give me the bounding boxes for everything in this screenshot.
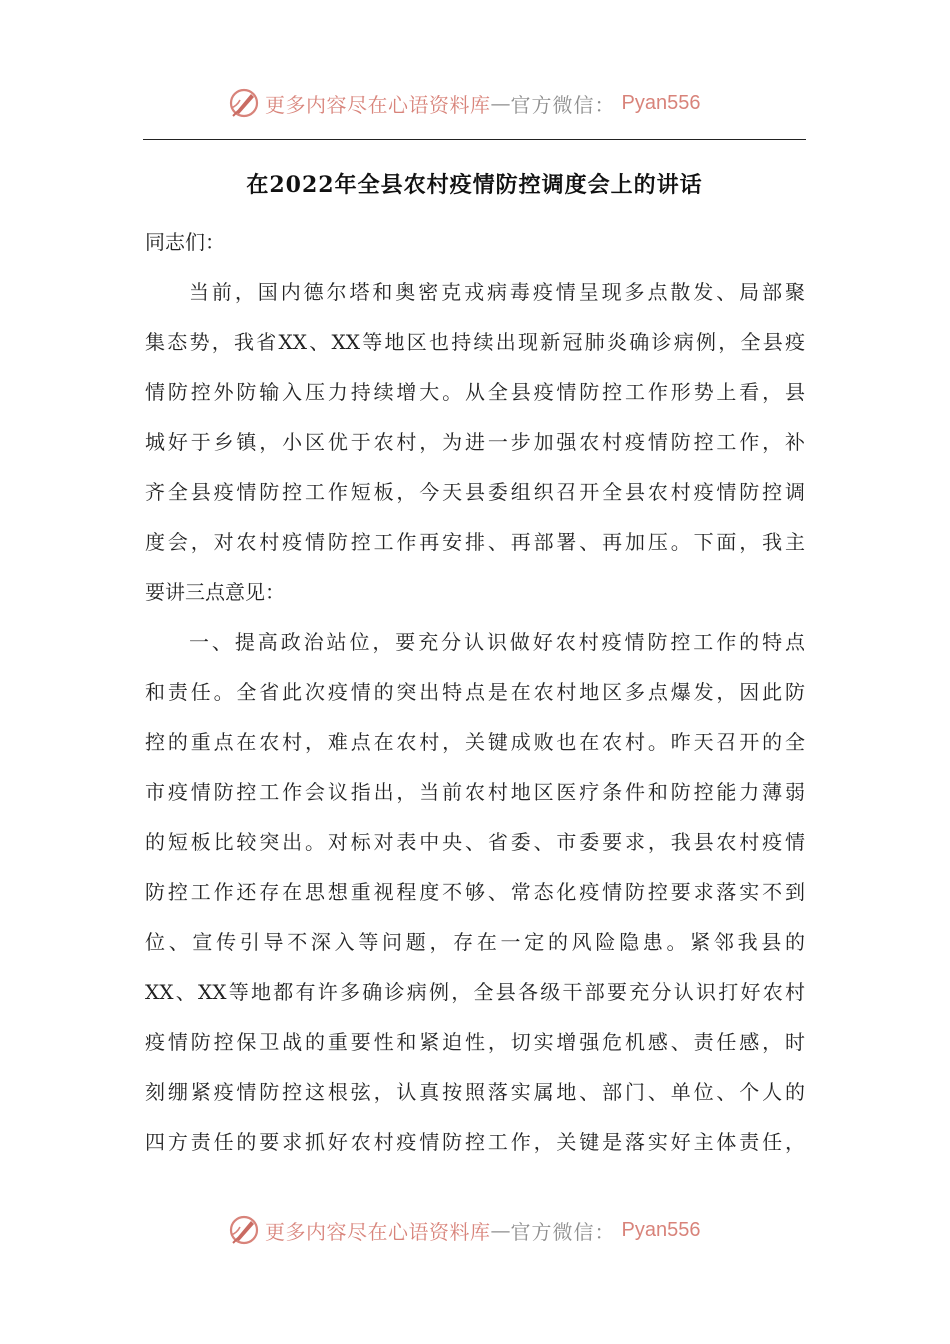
text-line: XX、XX等地都有许多确诊病例，全县各级干部要充分认识打好农村 [145, 980, 805, 1004]
salutation: 同志们： [145, 230, 225, 254]
watermark-wechat-label: 官方微信： [510, 1219, 616, 1244]
page-title: 在2022年全县农村疫情防控调度会上的讲话 [246, 172, 703, 198]
text-line: 刻绷紧疫情防控这根弦，认真按照落实属地、部门、单位、个人的 [145, 1080, 805, 1104]
text-line: 情防控外防输入压力持续增大。从全县疫情防控工作形势上看，县 [145, 380, 805, 404]
watermark-wechat-id: Pyan556 [621, 1218, 701, 1241]
text-line: 位、宣传引导不深入等问题，存在一定的风险隐患。紧邻我县的 [145, 930, 805, 954]
text-line: 四方责任的要求抓好农村疫情防控工作，关键是落实好主体责任， [145, 1130, 805, 1154]
quill-pen-logo-icon [227, 1213, 261, 1247]
text-line: 一、提高政治站位，要充分认识做好农村疫情防控工作的特点 [189, 630, 805, 654]
watermark-site-text: 更多内容尽在心语资料库 [265, 92, 491, 117]
watermark-site-text: 更多内容尽在心语资料库 [265, 1219, 491, 1244]
header-watermark [0, 78, 950, 128]
watermark-dash: — [490, 1218, 511, 1242]
header-divider [143, 139, 806, 140]
watermark-wechat-label: 官方微信： [510, 92, 616, 117]
watermark-wechat-id: Pyan556 [621, 91, 701, 114]
text-line: 集态势，我省XX、XX等地区也持续出现新冠肺炎确诊病例，全县疫 [145, 330, 805, 354]
footer-watermark [0, 1205, 950, 1255]
text-line: 齐全县疫情防控工作短板，今天县委组织召开全县农村疫情防控调 [145, 480, 805, 504]
text-line: 的短板比较突出。对标对表中央、省委、市委要求，我县农村疫情 [145, 830, 805, 854]
quill-pen-logo-icon [227, 86, 261, 120]
text-line: 疫情防控保卫战的重要性和紧迫性，切实增强危机感、责任感，时 [145, 1030, 805, 1054]
text-line: 控的重点在农村，难点在农村，关键成败也在农村。昨天召开的全 [145, 730, 805, 754]
watermark-dash: — [490, 91, 511, 115]
text-line: 市疫情防控工作会议指出，当前农村地区医疗条件和防控能力薄弱 [145, 780, 805, 804]
text-line: 和责任。全省此次疫情的突出特点是在农村地区多点爆发，因此防 [145, 680, 805, 704]
text-line: 度会，对农村疫情防控工作再安排、再部署、再加压。下面，我主 [145, 530, 805, 554]
text-line: 防控工作还存在思想重视程度不够、常态化疫情防控要求落实不到 [145, 880, 805, 904]
text-line: 当前，国内德尔塔和奥密克戎病毒疫情呈现多点散发、局部聚 [189, 280, 805, 304]
text-line: 城好于乡镇，小区优于农村，为进一步加强农村疫情防控工作，补 [145, 430, 805, 454]
text-line: 要讲三点意见： [145, 580, 285, 604]
